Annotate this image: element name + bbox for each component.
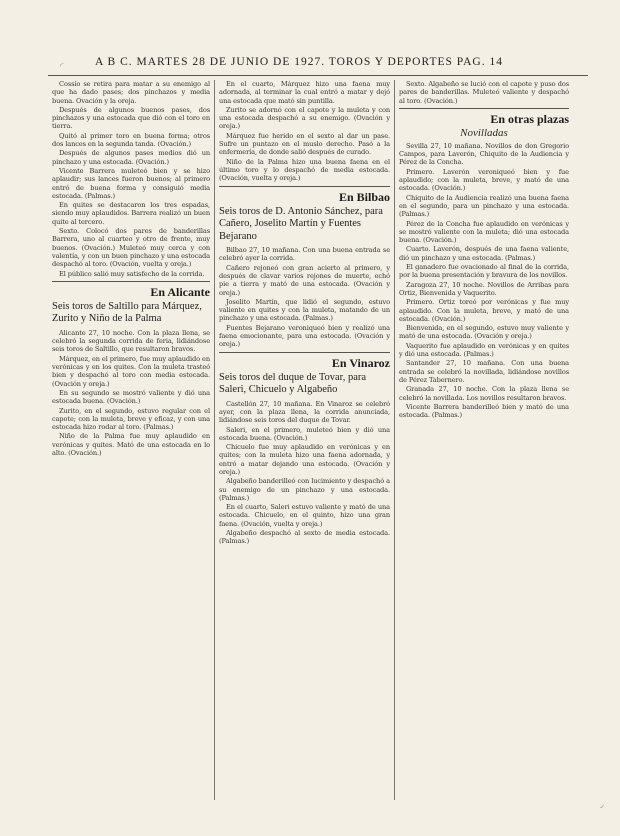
article-paragraph: Quitó al primer toro en buena forma; otros dos lances en la segunda tanda. (Ovación.): [52, 131, 210, 149]
section-rule: [52, 281, 210, 282]
column-divider-1: [214, 80, 215, 800]
section-heading-otras-plazas: En otras plazas: [490, 111, 569, 126]
article-paragraph: El ganadero fue ovacionado al final de la corrida, por la buena presentación y bravura de los novillos.: [399, 263, 569, 280]
article-paragraph: Niño de la Palma hizo una buena faena en el último toro y lo despachó de media estocada. (Ovación, vuelta y oreja.): [219, 157, 390, 183]
section-heading-bilbao: En Bilbao: [338, 189, 390, 204]
article-paragraph: Cossío se retira para matar a su enemigo al que ha dado pases; dos pinchazos y media buena. Ovación y la oreja.: [52, 80, 210, 105]
article-paragraph: Niño de la Palma fue muy aplaudido en verónicas y quites. Mató de una estocada en lo alto. (Ovación.): [52, 432, 210, 457]
subheading-novilladas: Novilladas: [460, 126, 508, 139]
article-paragraph: Zaragoza 27, 10 noche. Novillos de Arribas para Ortiz, Bienvenida y Vaquerito.: [399, 280, 569, 297]
article-title: Seis toros de Saltillo para Márquez, Zurito y Niño de la Palma: [52, 300, 202, 325]
article-paragraph: Joselito Martín, que lidió el segundo, estuvo valiente en quites y con la muleta, matando de un pinchazo y una estocada. (Palmas.): [219, 297, 390, 323]
article-paragraph: Márquez fue herido en el sexto al dar un pase. Sufre un puntazo en el muslo derecho. Pasó a la enfermería, de donde salió después de curado.: [219, 131, 390, 157]
section-rule: [219, 186, 390, 187]
scan-mark-icon: ◞: [600, 800, 604, 810]
article-paragraph: Vicente Barrera banderilleó bien y mató de una estocada. (Palmas.): [399, 402, 569, 420]
article-paragraph: Castellón 27, 10 mañana. En Vinaroz se celebró ayer, con la plaza llena, la corrida anunciada, lidiándose seis toros del duque de Tovar.: [219, 399, 390, 425]
article-paragraph: Zurito se adornó con el capote y la muleta y con una estocada despachó a su enemigo. (Ovación y oreja.): [219, 105, 390, 131]
article-paragraph: Alicante 27, 10 noche. Con la plaza llena, se celebró la segunda corrida de feria, lidiándose seis toros de Saltillo, que resultaron bravos.: [52, 328, 210, 354]
article-paragraph: Primero. Laverón veroniqueó bien y fue aplaudido; con la muleta, breve, y mató de una estocada. (Ovación.): [399, 167, 569, 193]
article-paragraph: Sevilla 27, 10 mañana. Novillos de don Gregorio Campos, para Laverón, Chiquito de la Audiencia y Pérez de la Concha.: [399, 141, 569, 167]
article-paragraph: Algabeño banderilleó con lucimiento y despachó a su enemigo de un pinchazo y una estocada. (Palmas.): [219, 477, 390, 502]
article-paragraph: En el cuarto, Márquez hizo una faena muy adornada, al terminar la cual entró a matar y dejó una estocada que mató sin puntilla.: [219, 80, 390, 105]
article-paragraph: Cuarto. Laverón, después de una faena valiente, dió un pinchazo y una estocada. (Palmas.): [399, 245, 569, 262]
section-heading-alicante: En Alicante: [150, 284, 210, 299]
page-header: A B C. MARTES 28 DE JUNIO DE 1927. TOROS Y DEPORTES PAG. 14: [95, 56, 503, 68]
column-divider-2: [394, 80, 395, 800]
article-title: Seis toros del duque de Tovar, para Saleri, Chicuelo y Algabeño: [219, 371, 367, 396]
article-paragraph: Pérez de la Concha fue aplaudido en verónicas y se mostró valiente con la muleta; dió una estocada buena. (Ovación.): [399, 219, 569, 245]
article-paragraph: Bienvenida, en el segundo, estuvo muy valiente y mató de una estocada. (Ovación y oreja.): [399, 324, 569, 341]
article-paragraph: Santander 27, 10 mañana. Con una buena entrada se celebró la novillada, lidiándose novillos de Pérez Tabernero.: [399, 359, 569, 384]
article-paragraph: Cañero rejoneó con gran acierto al primero, y después de clavar varios rejones de muerte, echó pie a tierra y mató de una estocada. (Ovación y oreja.): [219, 263, 390, 297]
article-paragraph: Márquez, en el primero, fue muy aplaudido en verónicas y en los quites. Con la muleta trasteó bien y despachó al toro con media estocada. (Ovación y oreja.): [52, 354, 210, 388]
article-paragraph: Saleri, en el primero, muleteó bien y dió una estocada buena. (Ovación.): [219, 425, 390, 442]
article-paragraph: Después de algunos pases medios dió un pinchazo y una estocada. (Ovación.): [52, 149, 210, 166]
article-paragraph: Primero. Ortiz toreó por verónicas y fue muy aplaudido. Con la muleta, breve, y mató de una estocada. (Ovación.): [399, 298, 569, 323]
article-paragraph: Fuentes Bejarano veroniqueó bien y realizó una faena emocionante, para una estocada. (Ovación y oreja.): [219, 323, 390, 349]
article-title: Seis toros de D. Antonio Sánchez, para Cañero, Joselito Martín y Fuentes Bejarano: [219, 205, 383, 242]
article-paragraph: Vicente Barrera muleteó bien y se hizo aplaudir; sus lances fueron buenos; al primero entró de buena forma y consiguió media estocada. (Palmas.): [52, 166, 210, 200]
section-rule: [219, 352, 390, 353]
article-paragraph: Vaquerito fue aplaudido en verónicas y en quites y dió una estocada. (Palmas.): [399, 341, 569, 359]
column-2: [219, 80, 390, 798]
article-paragraph: Sexto. Algabeño se lució con el capote y puso dos pares de banderillas. Muleteó valiente y despachó al toro. (Ovación.): [399, 80, 569, 105]
article-paragraph: Después de algunos buenos pases, dos pinchazos y una estocada que dió con el toro en tierra.: [52, 105, 210, 131]
article-paragraph: Zurito, en el segundo, estuvo regular con el capote; con la muleta, breve y eficaz, y con una estocada hizo rodar al toro. (Palmas.): [52, 406, 210, 432]
section-rule: [399, 108, 569, 109]
scan-mark-icon: ◜: [60, 62, 64, 72]
article-paragraph: En el cuarto, Saleri estuvo valiente y mató de una estocada. Chicuelo, en el quinto, hizo una gran faena. (Ovación, vuelta y oreja.): [219, 503, 390, 528]
article-paragraph: Bilbao 27, 10 mañana. Con una buena entrada se celebró ayer la corrida.: [219, 246, 390, 263]
article-paragraph: Chicuelo fue muy aplaudido en verónicas y en quites; con la muleta hizo una faena adornada, y entró a matar dejando una estocada. (Ovación y oreja.): [219, 443, 390, 476]
header-rule: [48, 75, 588, 76]
article-paragraph: Sexto. Colocó dos pares de banderillas Barrera, uno al cuarteo y otro de frente, muy buenos. (Ovación.) Muleteó muy cerca y con valentía, y con un buen pinchazo y una estocada despachó al toro. (Ovación, vuelta y oreja.): [52, 227, 210, 269]
section-heading-vinaroz: En Vinaroz: [331, 355, 390, 370]
column-3: [399, 80, 569, 798]
article-paragraph: Chiquito de la Audiencia realizó una buena faena en el segundo, para un pinchazo y una estocada. (Palmas.): [399, 193, 569, 219]
article-paragraph: Algabeño despachó al sexto de media estocada. (Palmas.): [219, 529, 390, 546]
article-paragraph: Granada 27, 10 noche. Con la plaza llena se celebró la novillada. Los novillos resultaron bravos.: [399, 385, 569, 402]
column-1: [52, 80, 210, 798]
article-paragraph: El público salió muy satisfecho de la corrida.: [59, 269, 205, 278]
article-paragraph: En quites se destacaron los tres espadas, siendo muy aplaudidos. Barrera realizó un buen quite al tercero.: [52, 201, 210, 226]
article-paragraph: En su segundo se mostró valiente y dió una estocada buena. (Ovación.): [52, 388, 210, 406]
